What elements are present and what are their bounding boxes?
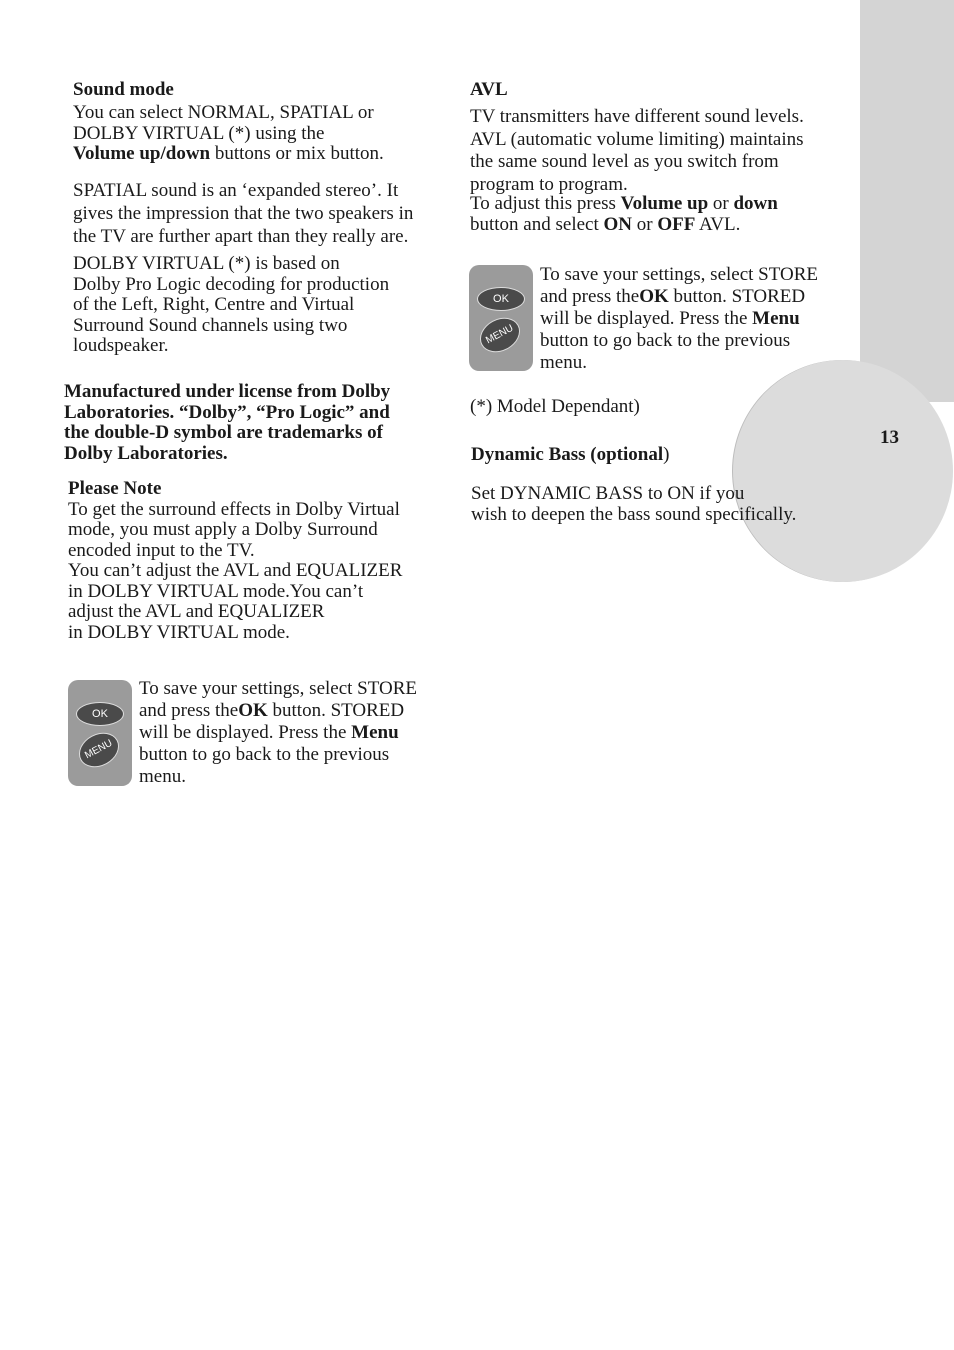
please-note: Please Note To get the surround effects in Dolby Virtual mode, you must apply a Dolby Surround encoded input to the TV. You can’t adjust the AVL and EQUALIZER in DOLBY VIRTUAL mode.You can’t adjust the AVL and EQUALIZER in DOLBY VIRTUAL mode. xyxy=(68,478,403,643)
sound-mode-para1: You can select NORMAL, SPATIAL or DOLBY VIRTUAL (*) using the Volume up/down buttons or mix button. xyxy=(73,102,384,164)
avl-adjust: To adjust this press Volume up or down button and select ON or OFF AVL. xyxy=(470,193,778,235)
menu-button-icon: MENU xyxy=(474,311,526,359)
dynamic-bass-title: Dynamic Bass (optional) xyxy=(471,444,670,465)
remote-illustration-right xyxy=(469,265,533,371)
please-note-title: Please Note xyxy=(68,478,162,499)
store-note-right: To save your settings, select STORE and press theOK button. STORED will be displayed. Press the Menu button to go back to the previous menu. xyxy=(540,264,819,373)
avl-body: TV transmitters have different sound levels. AVL (automatic volume limiting) maintains the same sound level as you switch from program to program. xyxy=(470,106,804,195)
menu-button-icon: MENU xyxy=(73,726,125,774)
sound-mode-para2: SPATIAL sound is an ‘expanded stereo’. It gives the impression that the two speakers in the TV are further apart than they really are. xyxy=(73,180,414,247)
page-number: 13 xyxy=(880,427,899,448)
store-note-left: To save your settings, select STORE and press theOK button. STORED will be displayed. Press the Menu button to go back to the previous menu. xyxy=(139,678,418,787)
ok-button-icon: OK xyxy=(477,287,525,311)
side-tab xyxy=(860,0,954,402)
ok-button-icon: OK xyxy=(76,702,124,726)
remote-illustration xyxy=(68,680,132,786)
avl-title: AVL xyxy=(470,79,508,100)
sound-mode-title: Sound mode xyxy=(73,79,174,100)
dynamic-bass-body: Set DYNAMIC BASS to ON if you wish to deepen the bass sound specifically. xyxy=(471,483,797,525)
page-circle xyxy=(733,360,953,582)
dolby-license: Manufactured under license from Dolby Laboratories. “Dolby”, “Pro Logic” and the double-D symbol are trademarks of Dolby Laboratories. xyxy=(64,381,391,464)
sound-mode-para3: DOLBY VIRTUAL (*) is based on Dolby Pro Logic decoding for production of the Left, Right, Centre and Virtual Surround Sound channels using two loudspeaker. xyxy=(73,253,390,356)
model-dependant-note: (*) Model Dependant) xyxy=(470,396,640,417)
